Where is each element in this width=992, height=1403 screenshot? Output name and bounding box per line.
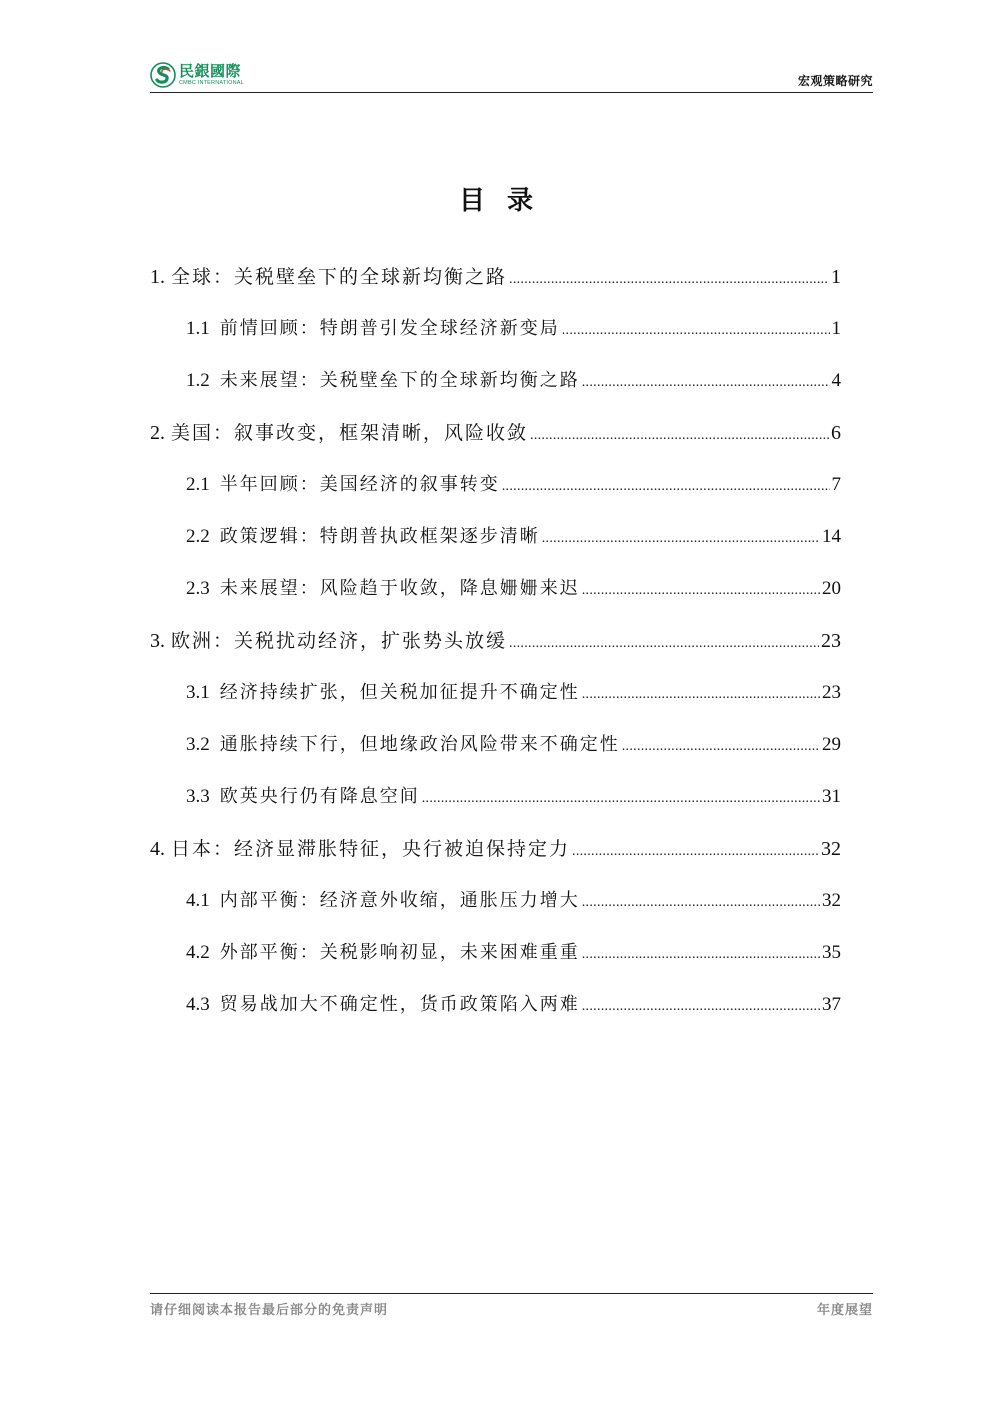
toc-entry-page-number: 20	[822, 578, 841, 599]
toc-entry-number: 4.	[150, 838, 165, 860]
toc-entry-title: 美国：叙事改变，框架清晰，风险收敛	[171, 422, 529, 444]
toc-entry-title: 未来展望：风险趋于收敛，降息姗姗来迟	[219, 578, 580, 599]
toc-dot-leader	[582, 583, 820, 599]
toc-entry-number: 3.1	[186, 682, 210, 703]
toc-entry-number: 3.2	[186, 734, 210, 755]
cmbc-logo-icon	[150, 62, 176, 88]
toc-entry-number: 2.3	[186, 578, 210, 599]
toc-dot-leader	[572, 844, 819, 860]
toc-entry-title: 欧洲：关税扰动经济，扩张势头放缓	[171, 630, 508, 652]
toc-entry-number: 2.2	[186, 526, 210, 547]
toc-dot-leader	[562, 323, 830, 339]
toc-entry[interactable]	[186, 730, 841, 760]
toc-entry[interactable]	[186, 522, 841, 552]
header-divider	[150, 92, 873, 93]
toc-entry[interactable]	[150, 626, 841, 656]
toc-dot-leader	[542, 531, 820, 547]
toc-entry-page-number: 4	[831, 370, 841, 391]
toc-entry-number: 4.3	[186, 994, 210, 1015]
toc-entry[interactable]	[186, 574, 841, 604]
toc-entry[interactable]	[186, 938, 841, 968]
toc-entry-title: 通胀持续下行，但地缘政治风险带来不确定性	[219, 734, 620, 755]
toc-entry-page-number: 29	[822, 734, 841, 755]
toc-entry-title: 欧英央行仍有降息空间	[219, 786, 420, 807]
footer-divider	[150, 1293, 873, 1294]
toc-entry-page-number: 32	[822, 890, 841, 911]
toc-entry-number: 2.	[150, 422, 165, 444]
toc-dot-leader	[622, 739, 820, 755]
toc-entry-number: 4.2	[186, 942, 210, 963]
toc-entry-number: 3.	[150, 630, 165, 652]
toc-entry-page-number: 37	[822, 994, 841, 1015]
toc-entry-page-number: 35	[822, 942, 841, 963]
toc-entry-title: 外部平衡：关税影响初显，未来困难重重	[219, 942, 580, 963]
toc-entry[interactable]	[186, 782, 841, 812]
toc-entry-title: 未来展望：关税壁垒下的全球新均衡之路	[219, 370, 580, 391]
toc-entry[interactable]	[150, 834, 841, 864]
toc-entry-number: 2.1	[186, 474, 210, 495]
header-section-label: 宏观策略研究	[797, 74, 873, 88]
toc-entry-number: 4.1	[186, 890, 210, 911]
footer-disclaimer: 请仔细阅读本报告最后部分的免责声明	[150, 1303, 389, 1318]
toc-entry[interactable]	[186, 886, 841, 916]
toc-entry[interactable]	[186, 470, 841, 500]
logo-chinese-text: 民銀國際	[179, 61, 242, 80]
toc-entry-title: 全球：关税壁垒下的全球新均衡之路	[171, 266, 508, 288]
toc-dot-leader	[509, 636, 819, 652]
toc-entry-title: 半年回顾：美国经济的叙事转变	[219, 474, 500, 495]
toc-entry-page-number: 1	[831, 318, 841, 339]
toc-dot-leader	[582, 947, 820, 963]
toc-entry-number: 1.2	[186, 370, 210, 391]
toc-entry-page-number: 31	[822, 786, 841, 807]
toc-entry-number: 3.3	[186, 786, 210, 807]
company-logo	[150, 62, 244, 88]
page-header	[150, 60, 873, 94]
toc-entry[interactable]	[186, 678, 841, 708]
toc-entry-page-number: 6	[831, 422, 841, 444]
toc-entry[interactable]	[186, 314, 841, 344]
toc-entry-title: 内部平衡：经济意外收缩，通胀压力增大	[219, 890, 580, 911]
toc-entry-page-number: 7	[831, 474, 841, 495]
page-title: 目录	[458, 186, 555, 216]
footer-report-type: 年度展望	[816, 1303, 873, 1318]
toc-entry-number: 1.	[150, 266, 165, 288]
toc-entry-page-number: 1	[831, 266, 841, 288]
logo-english-text: CMBC INTERNATIONAL	[179, 79, 244, 86]
toc-entry-number: 1.1	[186, 318, 210, 339]
toc-entry[interactable]	[150, 418, 841, 448]
toc-entry-page-number: 23	[822, 682, 841, 703]
toc-entry[interactable]	[150, 262, 841, 292]
toc-entry[interactable]	[186, 990, 841, 1020]
toc-dot-leader	[502, 479, 830, 495]
toc-dot-leader	[582, 687, 820, 703]
toc-dot-leader	[530, 428, 829, 444]
toc-entry-title: 经济持续扩张，但关税加征提升不确定性	[219, 682, 580, 703]
toc-entry-title: 前情回顾：特朗普引发全球经济新变局	[219, 318, 560, 339]
toc-dot-leader	[422, 791, 820, 807]
toc-entry-page-number: 23	[821, 630, 841, 652]
toc-entry-page-number: 32	[821, 838, 841, 860]
toc-dot-leader	[582, 999, 820, 1015]
toc-entry[interactable]	[186, 366, 841, 396]
toc-entry-title: 贸易战加大不确定性，货币政策陷入两难	[219, 994, 580, 1015]
toc-dot-leader	[509, 272, 829, 288]
toc-entry-page-number: 14	[822, 526, 841, 547]
toc-entry-title: 日本：经济显滞胀特征，央行被迫保持定力	[171, 838, 571, 860]
toc-dot-leader	[582, 375, 830, 391]
toc-dot-leader	[582, 895, 820, 911]
toc-entry-title: 政策逻辑：特朗普执政框架逐步清晰	[219, 526, 540, 547]
